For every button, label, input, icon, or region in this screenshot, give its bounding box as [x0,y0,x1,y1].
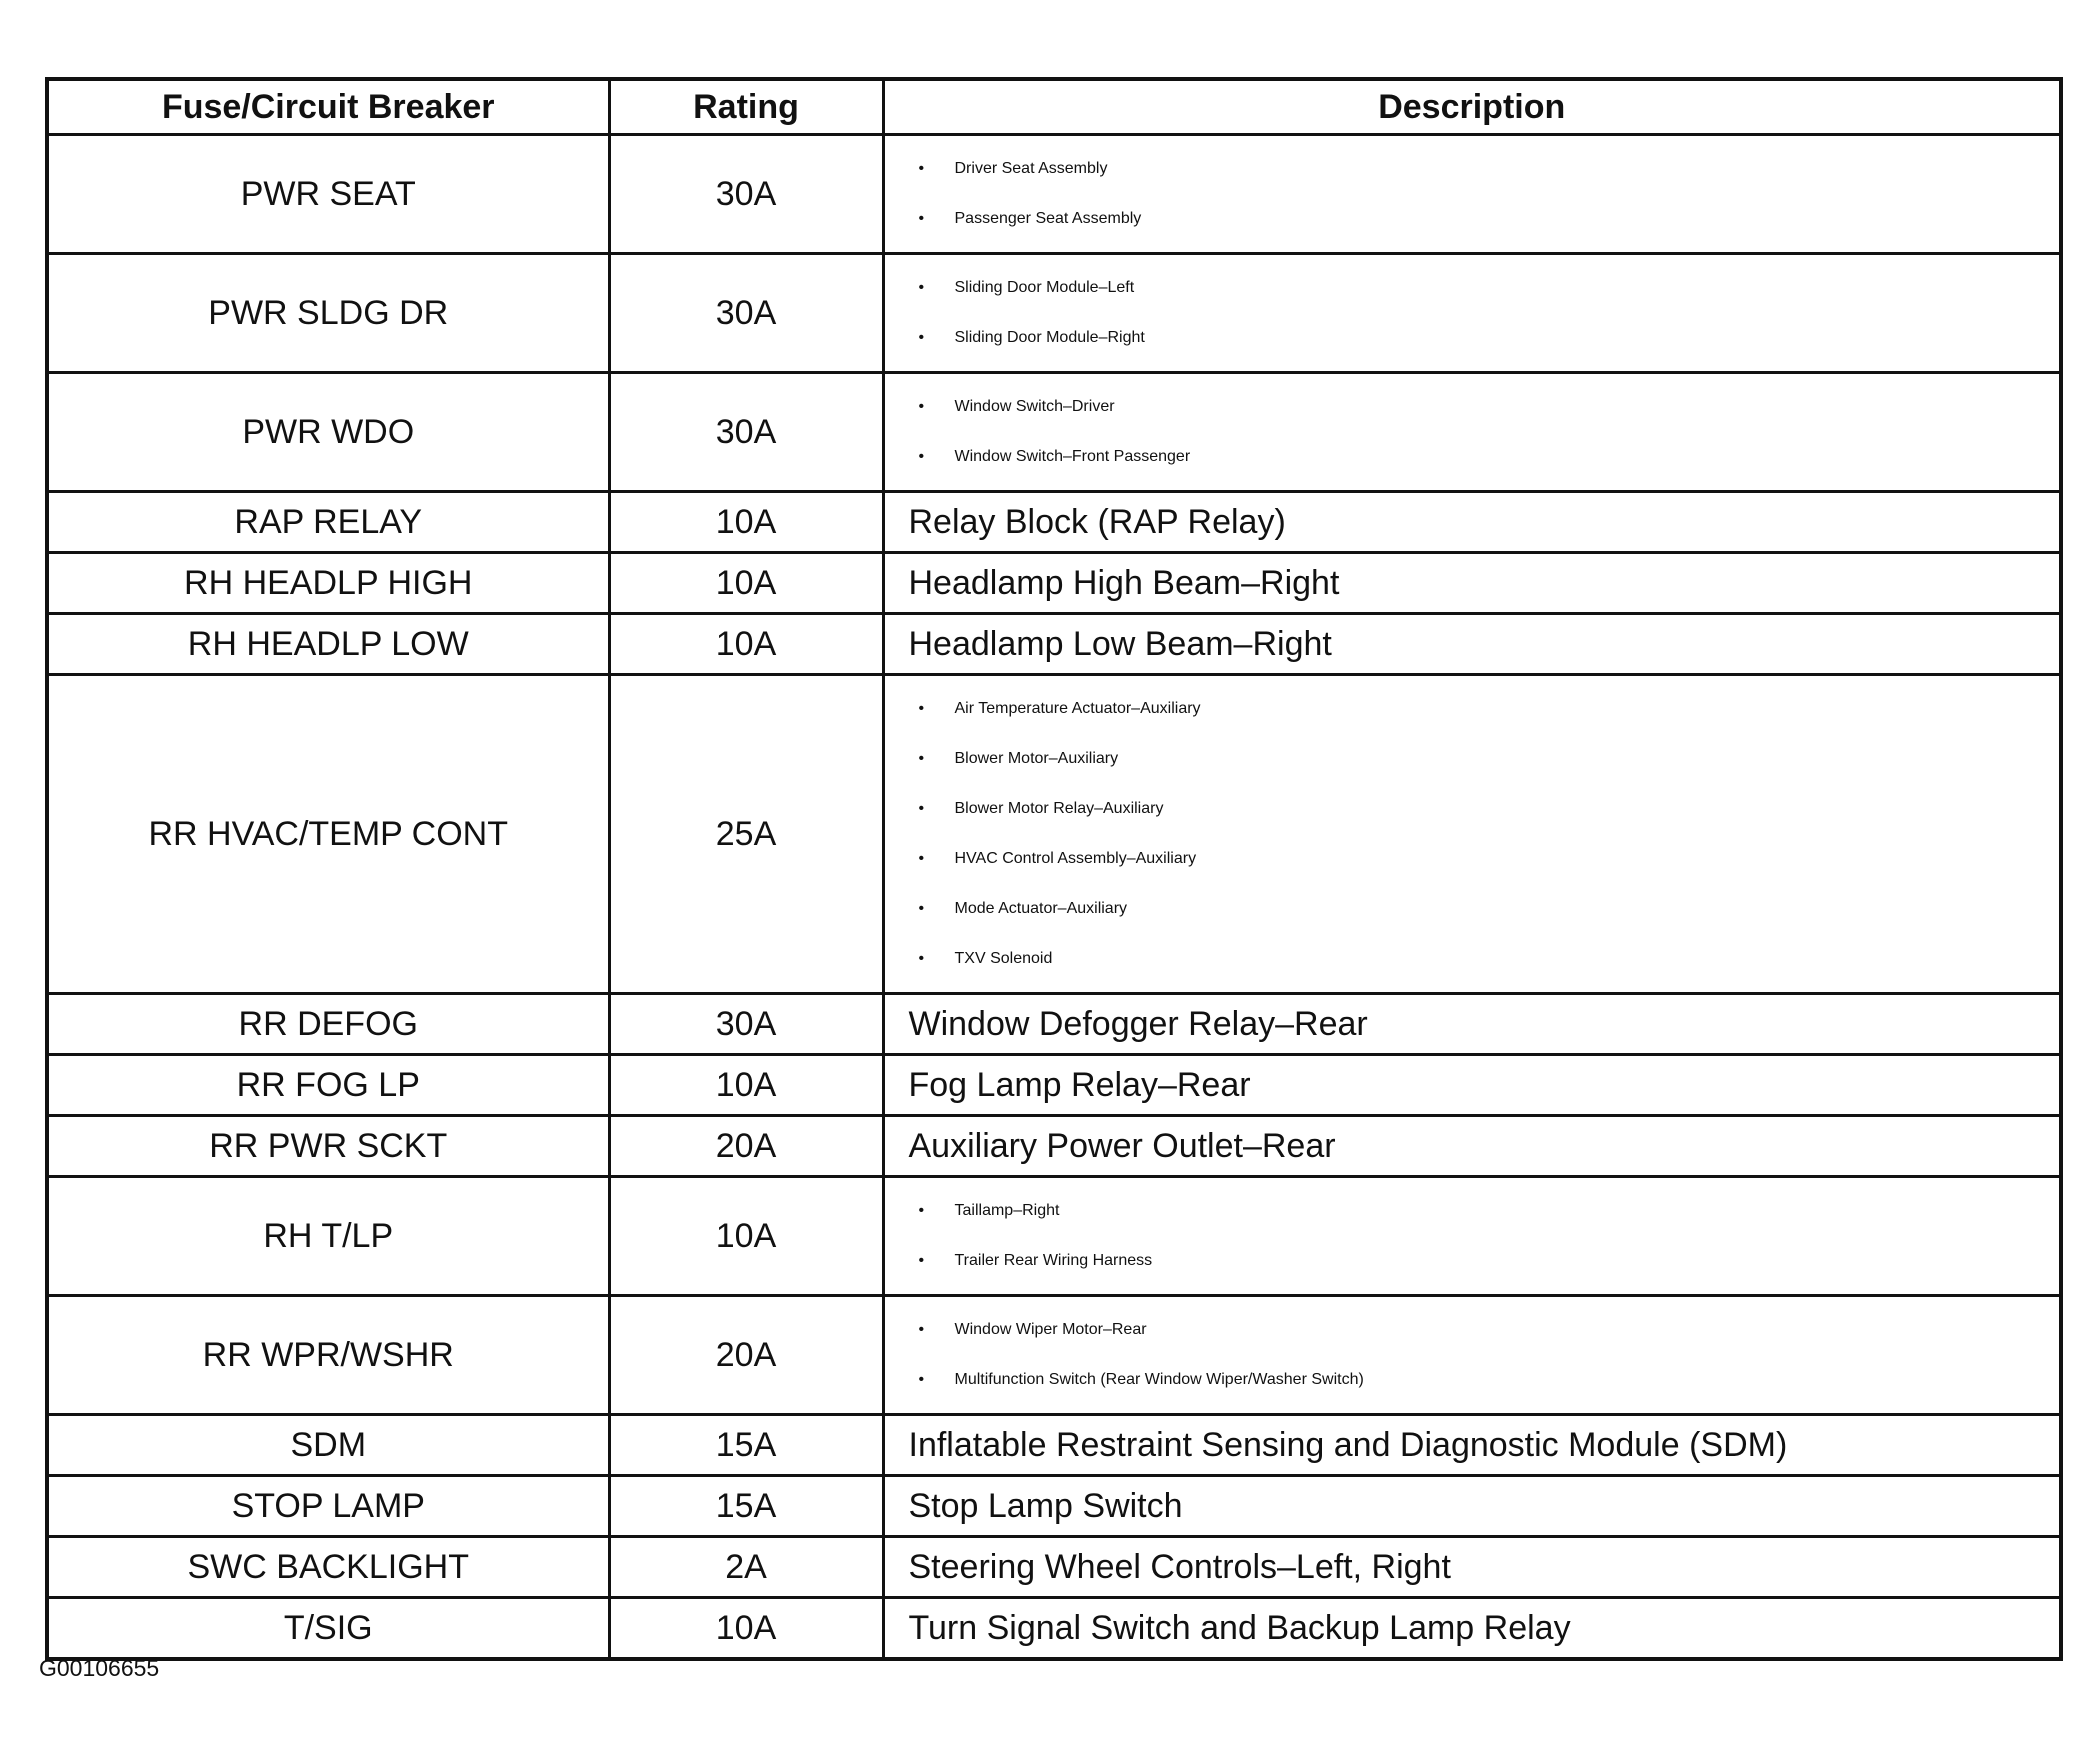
table-row [47,1537,2061,1598]
rating-cell: 10A [609,614,883,675]
description-item: • Air Temperature Actuator–Auxiliary [919,684,2060,734]
description-cell [883,135,2061,254]
table-row [47,1415,2061,1476]
fuse-table [45,77,2063,1661]
description-item: • Blower Motor Relay–Auxiliary [919,784,2060,834]
description-list [885,255,2060,371]
fuse-name-cell: RAP RELAY [47,492,609,553]
table-row [47,1598,2061,1660]
fuse-name-cell: SDM [47,1415,609,1476]
header-fuse: Fuse/Circuit Breaker [47,79,609,135]
description-list [885,676,2060,992]
description-item: • Window Wiper Motor–Rear [919,1305,2060,1355]
fuse-name-cell: RR WPR/WSHR [47,1296,609,1415]
rating-cell: 30A [609,373,883,492]
description-item: • Driver Seat Assembly [919,144,2060,194]
table-row [47,1476,2061,1537]
rating-cell: 10A [609,492,883,553]
header-row [47,79,2061,135]
description-list [885,1297,2060,1413]
rating-cell: 20A [609,1296,883,1415]
description-list [885,374,2060,490]
fuse-name-cell: RR FOG LP [47,1055,609,1116]
fuse-name-cell: RR HVAC/TEMP CONT [47,675,609,994]
rating-cell: 30A [609,135,883,254]
table-row [47,135,2061,254]
description-cell: Window Defogger Relay–Rear [883,994,2061,1055]
rating-cell: 15A [609,1415,883,1476]
fuse-name-cell: STOP LAMP [47,1476,609,1537]
description-cell [883,1177,2061,1296]
header-description: Description [883,79,2061,135]
figure-id: G00106655 [39,1655,160,1681]
description-list [885,1178,2060,1294]
description-list [885,136,2060,252]
table-row [47,254,2061,373]
description-item: • Window Switch–Front Passenger [919,432,2060,482]
description-cell: Steering Wheel Controls–Left, Right [883,1537,2061,1598]
description-item: • Blower Motor–Auxiliary [919,734,2060,784]
description-item: • Passenger Seat Assembly [919,194,2060,244]
description-cell: Headlamp High Beam–Right [883,553,2061,614]
description-cell [883,675,2061,994]
table-header [47,79,2061,135]
fuse-name-cell: SWC BACKLIGHT [47,1537,609,1598]
description-item: • Trailer Rear Wiring Harness [919,1236,2060,1286]
fuse-name-cell: PWR SLDG DR [47,254,609,373]
rating-cell: 10A [609,1598,883,1660]
rating-cell: 10A [609,1055,883,1116]
table-row [47,1116,2061,1177]
table-row [47,1296,2061,1415]
table-row [47,1055,2061,1116]
description-cell: Fog Lamp Relay–Rear [883,1055,2061,1116]
table-row [47,373,2061,492]
description-cell [883,254,2061,373]
rating-cell: 10A [609,1177,883,1296]
table-row [47,614,2061,675]
rating-cell: 30A [609,254,883,373]
fuse-name-cell: RR DEFOG [47,994,609,1055]
rating-cell: 2A [609,1537,883,1598]
table-body [47,135,2061,1660]
description-item: • HVAC Control Assembly–Auxiliary [919,834,2060,884]
header-rating: Rating [609,79,883,135]
description-item: • TXV Solenoid [919,934,2060,984]
table-row [47,492,2061,553]
table-row [47,1177,2061,1296]
fuse-name-cell: RR PWR SCKT [47,1116,609,1177]
description-item: • Multifunction Switch (Rear Window Wiper/Washer Switch) [919,1355,2060,1405]
table-row [47,675,2061,994]
table-row [47,553,2061,614]
description-cell: Headlamp Low Beam–Right [883,614,2061,675]
fuse-name-cell: RH HEADLP HIGH [47,553,609,614]
description-cell: Inflatable Restraint Sensing and Diagnostic Module (SDM) [883,1415,2061,1476]
description-cell: Stop Lamp Switch [883,1476,2061,1537]
description-cell: Relay Block (RAP Relay) [883,492,2061,553]
description-item: • Mode Actuator–Auxiliary [919,884,2060,934]
rating-cell: 20A [609,1116,883,1177]
description-item: • Window Switch–Driver [919,382,2060,432]
description-item: • Sliding Door Module–Left [919,263,2060,313]
fuse-name-cell: PWR SEAT [47,135,609,254]
rating-cell: 30A [609,994,883,1055]
fuse-name-cell: RH HEADLP LOW [47,614,609,675]
fuse-name-cell: RH T/LP [47,1177,609,1296]
description-cell [883,1296,2061,1415]
description-cell [883,373,2061,492]
description-item: • Sliding Door Module–Right [919,313,2060,363]
description-item: • Taillamp–Right [919,1186,2060,1236]
table-row [47,994,2061,1055]
rating-cell: 15A [609,1476,883,1537]
fuse-name-cell: T/SIG [47,1598,609,1660]
description-cell: Turn Signal Switch and Backup Lamp Relay [883,1598,2061,1660]
rating-cell: 25A [609,675,883,994]
rating-cell: 10A [609,553,883,614]
fuse-name-cell: PWR WDO [47,373,609,492]
description-cell: Auxiliary Power Outlet–Rear [883,1116,2061,1177]
